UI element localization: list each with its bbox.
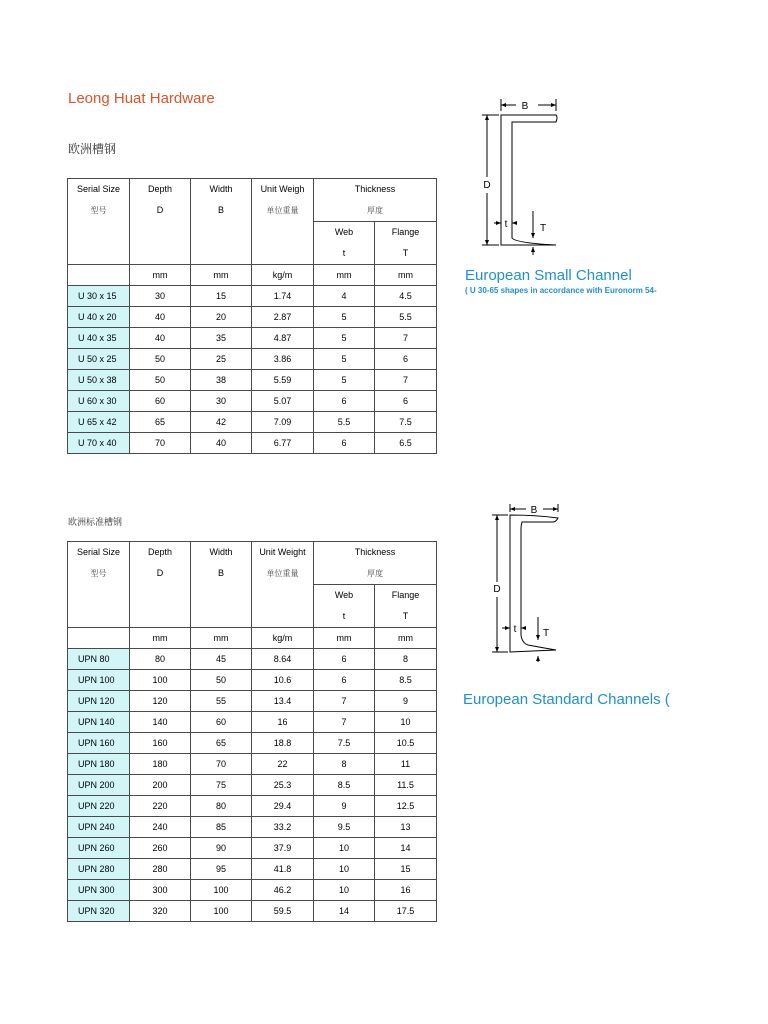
units-serial bbox=[68, 265, 130, 286]
table-cell: 15 bbox=[191, 286, 252, 307]
table-cell: 5.5 bbox=[314, 412, 375, 433]
table-cell: 320 bbox=[130, 901, 191, 922]
table-row bbox=[68, 733, 437, 754]
table-cell: 65 bbox=[130, 412, 191, 433]
table-cell: 20 bbox=[191, 307, 252, 328]
section1-subcaption: ( U 30-65 shapes in accordance with Euronorm 54- bbox=[465, 286, 657, 295]
table-cell: 300 bbox=[130, 880, 191, 901]
table-cell: 5.59 bbox=[252, 370, 314, 391]
table-cell: 7 bbox=[314, 712, 375, 733]
table-cell: 6 bbox=[314, 433, 375, 454]
diagram-label-t: t bbox=[513, 624, 517, 635]
table-row bbox=[68, 433, 437, 454]
table-cell: 180 bbox=[130, 754, 191, 775]
header-width: Width B bbox=[191, 542, 252, 628]
table-cell: 45 bbox=[191, 649, 252, 670]
serial-size-cell: UPN 220 bbox=[68, 796, 130, 817]
table-cell: 6.5 bbox=[375, 433, 437, 454]
unit-cell: kg/m bbox=[252, 628, 314, 649]
serial-size-cell: UPN 240 bbox=[68, 817, 130, 838]
table-cell: 6 bbox=[375, 391, 437, 412]
diagram-label-b: B bbox=[521, 101, 529, 112]
table-cell: 8.64 bbox=[252, 649, 314, 670]
diagram-label-T: T bbox=[543, 628, 550, 639]
table-cell: 46.2 bbox=[252, 880, 314, 901]
table-cell: 8.5 bbox=[375, 670, 437, 691]
table-cell: 10 bbox=[314, 880, 375, 901]
table-cell: 8 bbox=[375, 649, 437, 670]
table-cell: 120 bbox=[130, 691, 191, 712]
diagram-label-d: D bbox=[483, 180, 491, 191]
diagram-label-d: D bbox=[493, 584, 501, 595]
serial-size-cell: U 50 x 38 bbox=[68, 370, 130, 391]
header-depth: Depth D bbox=[130, 542, 191, 628]
table-cell: 85 bbox=[191, 817, 252, 838]
table-cell: 5 bbox=[314, 370, 375, 391]
table-row bbox=[68, 370, 437, 391]
table-cell: 30 bbox=[191, 391, 252, 412]
serial-size-cell: U 40 x 35 bbox=[68, 328, 130, 349]
table-row bbox=[68, 691, 437, 712]
table-row bbox=[68, 796, 437, 817]
serial-size-cell: U 60 x 30 bbox=[68, 391, 130, 412]
table-cell: 35 bbox=[191, 328, 252, 349]
unit-cell: mm bbox=[375, 628, 437, 649]
table-row bbox=[68, 391, 437, 412]
serial-size-cell: UPN 260 bbox=[68, 838, 130, 859]
table-cell: 6 bbox=[314, 649, 375, 670]
unit-cell: mm bbox=[191, 265, 252, 286]
table-cell: 65 bbox=[191, 733, 252, 754]
table-cell: 40 bbox=[130, 328, 191, 349]
table-cell: 9 bbox=[314, 796, 375, 817]
section1-heading: 欧洲槽钢 bbox=[68, 142, 117, 156]
table-cell: 50 bbox=[191, 670, 252, 691]
table-cell: 7.09 bbox=[252, 412, 314, 433]
table-cell: 260 bbox=[130, 838, 191, 859]
table-cell: 6 bbox=[314, 391, 375, 412]
unit-cell: mm bbox=[191, 628, 252, 649]
units-serial bbox=[68, 628, 130, 649]
table-cell: 5 bbox=[314, 349, 375, 370]
table-row bbox=[68, 328, 437, 349]
table-cell: 10.5 bbox=[375, 733, 437, 754]
table-body bbox=[68, 649, 437, 922]
table-cell: 100 bbox=[191, 880, 252, 901]
table-row bbox=[68, 412, 437, 433]
diagram-label-b: B bbox=[530, 505, 538, 516]
table-cell: 33.2 bbox=[252, 817, 314, 838]
table-cell: 80 bbox=[130, 649, 191, 670]
serial-size-cell: UPN 320 bbox=[68, 901, 130, 922]
table-cell: 50 bbox=[130, 370, 191, 391]
table-row bbox=[68, 817, 437, 838]
table-cell: 13 bbox=[375, 817, 437, 838]
table-cell: 11.5 bbox=[375, 775, 437, 796]
serial-size-cell: UPN 200 bbox=[68, 775, 130, 796]
header-unit-weight: Unit Weight 单位重量 bbox=[252, 542, 314, 628]
serial-size-cell: UPN 180 bbox=[68, 754, 130, 775]
table-cell: 9.5 bbox=[314, 817, 375, 838]
table-row bbox=[68, 712, 437, 733]
serial-size-cell: UPN 100 bbox=[68, 670, 130, 691]
unit-cell: mm bbox=[314, 628, 375, 649]
table-row bbox=[68, 307, 437, 328]
table-cell: 5.5 bbox=[375, 307, 437, 328]
serial-size-cell: UPN 280 bbox=[68, 859, 130, 880]
table-cell: 38 bbox=[191, 370, 252, 391]
table-row bbox=[68, 349, 437, 370]
header-thickness: Thickness 厚度 bbox=[314, 542, 437, 585]
header-unit-weight: Unit Weigh 单位重量 bbox=[252, 179, 314, 265]
section2-heading: 欧洲标准槽钢 bbox=[68, 518, 123, 528]
table-cell: 17.5 bbox=[375, 901, 437, 922]
table-cell: 80 bbox=[191, 796, 252, 817]
table-cell: 9 bbox=[375, 691, 437, 712]
company-title: Leong Huat Hardware bbox=[68, 90, 215, 107]
table-row bbox=[68, 775, 437, 796]
table-cell: 10 bbox=[375, 712, 437, 733]
table-cell: 140 bbox=[130, 712, 191, 733]
table-cell: 18.8 bbox=[252, 733, 314, 754]
table-row bbox=[68, 754, 437, 775]
table-cell: 90 bbox=[191, 838, 252, 859]
table-cell: 7.5 bbox=[375, 412, 437, 433]
table-cell: 100 bbox=[130, 670, 191, 691]
table-cell: 13.4 bbox=[252, 691, 314, 712]
table-cell: 40 bbox=[130, 307, 191, 328]
table-cell: 12.5 bbox=[375, 796, 437, 817]
header-serial: Serial Size 型号 bbox=[68, 179, 130, 265]
channel-section-diagram-standard bbox=[488, 500, 568, 665]
spec-table-standard-channel bbox=[67, 541, 437, 922]
table-cell: 14 bbox=[375, 838, 437, 859]
table-row bbox=[68, 670, 437, 691]
table-cell: 25 bbox=[191, 349, 252, 370]
spec-table-small-channel bbox=[67, 178, 437, 454]
section2-caption: European Standard Channels ( bbox=[463, 691, 670, 708]
serial-size-cell: U 65 x 42 bbox=[68, 412, 130, 433]
header-flange: Flange T bbox=[375, 585, 437, 628]
table-cell: 7 bbox=[314, 691, 375, 712]
serial-size-cell: UPN 80 bbox=[68, 649, 130, 670]
table-row bbox=[68, 859, 437, 880]
table-cell: 4 bbox=[314, 286, 375, 307]
diagram-label-t: t bbox=[504, 219, 508, 230]
units-row bbox=[68, 628, 437, 649]
table-cell: 25.3 bbox=[252, 775, 314, 796]
table-cell: 60 bbox=[130, 391, 191, 412]
serial-size-cell: U 50 x 25 bbox=[68, 349, 130, 370]
table-cell: 6 bbox=[314, 670, 375, 691]
table-row bbox=[68, 286, 437, 307]
table-cell: 5 bbox=[314, 328, 375, 349]
table-cell: 42 bbox=[191, 412, 252, 433]
serial-size-cell: U 70 x 40 bbox=[68, 433, 130, 454]
table-cell: 280 bbox=[130, 859, 191, 880]
table-cell: 55 bbox=[191, 691, 252, 712]
table-cell: 60 bbox=[191, 712, 252, 733]
table-cell: 16 bbox=[375, 880, 437, 901]
table-cell: 4.5 bbox=[375, 286, 437, 307]
units-row bbox=[68, 265, 437, 286]
table-cell: 8.5 bbox=[314, 775, 375, 796]
unit-cell: mm bbox=[375, 265, 437, 286]
table-cell: 50 bbox=[130, 349, 191, 370]
serial-size-cell: UPN 160 bbox=[68, 733, 130, 754]
table-row bbox=[68, 838, 437, 859]
table-cell: 1.74 bbox=[252, 286, 314, 307]
serial-size-cell: UPN 120 bbox=[68, 691, 130, 712]
serial-size-cell: U 40 x 20 bbox=[68, 307, 130, 328]
table-cell: 3.86 bbox=[252, 349, 314, 370]
table-cell: 2.87 bbox=[252, 307, 314, 328]
table-cell: 4.87 bbox=[252, 328, 314, 349]
table-row bbox=[68, 901, 437, 922]
table-cell: 37.9 bbox=[252, 838, 314, 859]
header-serial: Serial Size 型号 bbox=[68, 542, 130, 628]
serial-size-cell: UPN 140 bbox=[68, 712, 130, 733]
table-cell: 75 bbox=[191, 775, 252, 796]
table-cell: 5 bbox=[314, 307, 375, 328]
table-cell: 14 bbox=[314, 901, 375, 922]
table-cell: 10 bbox=[314, 838, 375, 859]
table-cell: 59.5 bbox=[252, 901, 314, 922]
table-cell: 6.77 bbox=[252, 433, 314, 454]
unit-cell: mm bbox=[130, 265, 191, 286]
table-cell: 70 bbox=[130, 433, 191, 454]
header-width: Width B bbox=[191, 179, 252, 265]
channel-section-diagram-small bbox=[470, 95, 570, 260]
table-cell: 240 bbox=[130, 817, 191, 838]
table-cell: 70 bbox=[191, 754, 252, 775]
serial-size-cell: U 30 x 15 bbox=[68, 286, 130, 307]
table-cell: 41.8 bbox=[252, 859, 314, 880]
table-row bbox=[68, 649, 437, 670]
table-cell: 160 bbox=[130, 733, 191, 754]
header-thickness: Thickness 厚度 bbox=[314, 179, 437, 222]
table-cell: 10.6 bbox=[252, 670, 314, 691]
table-cell: 16 bbox=[252, 712, 314, 733]
unit-cell: mm bbox=[314, 265, 375, 286]
table-cell: 7 bbox=[375, 370, 437, 391]
table-cell: 10 bbox=[314, 859, 375, 880]
table-cell: 200 bbox=[130, 775, 191, 796]
table-cell: 95 bbox=[191, 859, 252, 880]
table-cell: 11 bbox=[375, 754, 437, 775]
table-cell: 6 bbox=[375, 349, 437, 370]
table-cell: 100 bbox=[191, 901, 252, 922]
table-cell: 220 bbox=[130, 796, 191, 817]
header-web: Web t bbox=[314, 585, 375, 628]
table-cell: 7 bbox=[375, 328, 437, 349]
table-cell: 29.4 bbox=[252, 796, 314, 817]
table-row bbox=[68, 880, 437, 901]
unit-cell: kg/m bbox=[252, 265, 314, 286]
table-cell: 15 bbox=[375, 859, 437, 880]
table-cell: 22 bbox=[252, 754, 314, 775]
table-cell: 5.07 bbox=[252, 391, 314, 412]
header-web: Web t bbox=[314, 222, 375, 265]
diagram-label-T: T bbox=[540, 223, 547, 234]
section1-caption: European Small Channel bbox=[465, 267, 632, 284]
table-cell: 30 bbox=[130, 286, 191, 307]
header-depth: Depth D bbox=[130, 179, 191, 265]
table-body bbox=[68, 286, 437, 454]
unit-cell: mm bbox=[130, 628, 191, 649]
table-cell: 7.5 bbox=[314, 733, 375, 754]
table-cell: 8 bbox=[314, 754, 375, 775]
serial-size-cell: UPN 300 bbox=[68, 880, 130, 901]
header-flange: Flange T bbox=[375, 222, 437, 265]
table-cell: 40 bbox=[191, 433, 252, 454]
